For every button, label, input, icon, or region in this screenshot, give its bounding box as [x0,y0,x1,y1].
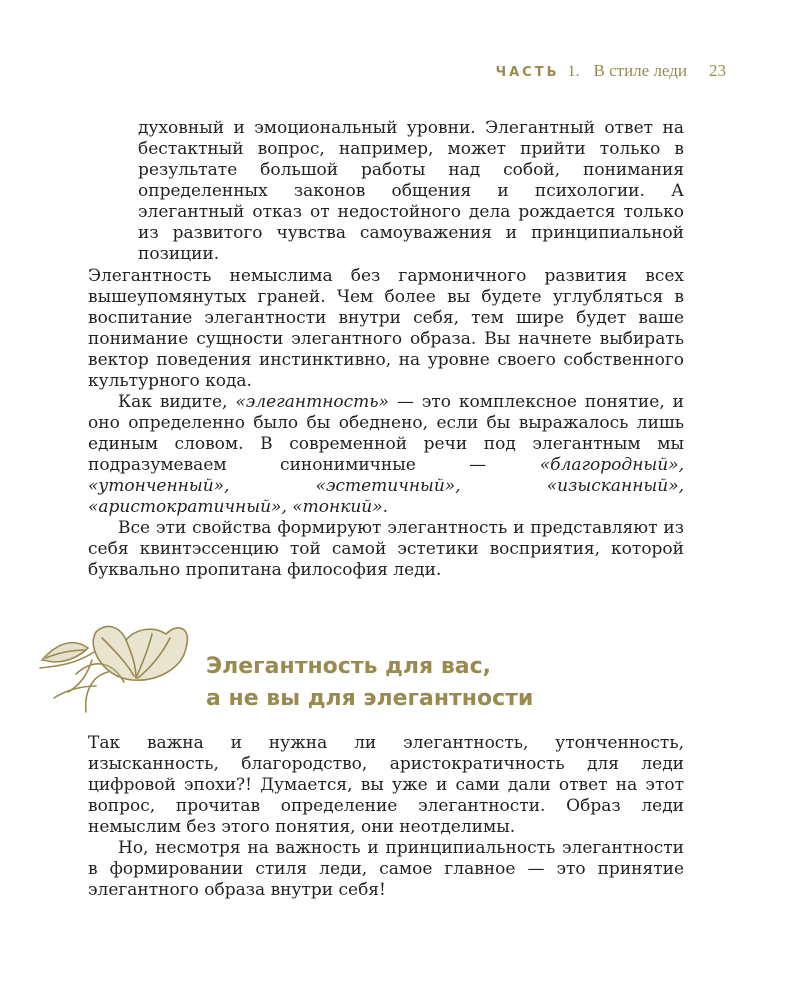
heading-line-2: а не вы для элегантности [206,686,534,711]
section-body [88,733,684,901]
quote-text: духовный и эмоциональный уровни. Элегантный ответ на бестактный вопрос, например, может прийти только в результате большой работы над собой, понимания определенных законов общения и психологии. А элегантный отказ от недостойного дела рождается только из развитого чувства самоуважения и принципиальной позиции. [138,118,684,264]
paragraph-3: Все эти свойства формируют элегантность и представляют из себя квинтэссенцию той самой эстетики восприятия, которой буквально пропитана философия леди. [88,518,684,580]
page-number: 23 [709,61,726,80]
body-text [88,266,684,581]
section-heading [206,651,533,715]
section-paragraph-1: Так важна и нужна ли элегантность, утонченность, изысканность, благородство, аристократичность для леди цифровой эпохи?! Думается, вы уже и сами дали ответ на этот вопрос, прочитав определение элегантности. Образ леди немыслим без этого понятия, они неотделимы. [88,733,684,837]
p2-mid: — это комплексное понятие, и оно определенно было бы обеднено, если бы выражалось лишь единым словом. В современной речи под элегантным мы подразумеваем синонимичные — [88,392,684,475]
part-number: 1. [567,63,580,80]
heading-line-1: Элегантность для вас, [206,654,491,679]
p2-start: Как видите, [118,392,236,412]
term-elegance: «элегантность» [235,392,389,412]
paragraph-2 [88,392,684,518]
paragraph-1: Элегантность немыслима без гармоничного развития всех вышеупомянутых граней. Чем более вы будете углубляться в воспитание элегантности внутри себя, тем шире будет ваше понимание сущности элегантного образа. Вы начнете выбирать вектор поведения инстинктивно, на уровне своего собственного культурного кода. [88,266,684,391]
tulip-flower-icon [36,612,196,722]
quote-block [138,118,684,265]
section-paragraph-2: Но, несмотря на важность и принципиальность элегантности в формировании стиля леди, самое главное — это принятие элегантного образа внутри себя! [88,838,684,900]
synonyms-list: «благородный», «утонченный», «эстетичный», «изысканный», «аристократичный», «тонкий» [88,455,684,517]
p2-end: . [382,497,389,517]
section-title: В стиле леди [593,61,687,80]
part-label: ЧАСТЬ [495,65,560,80]
running-head [496,61,726,81]
